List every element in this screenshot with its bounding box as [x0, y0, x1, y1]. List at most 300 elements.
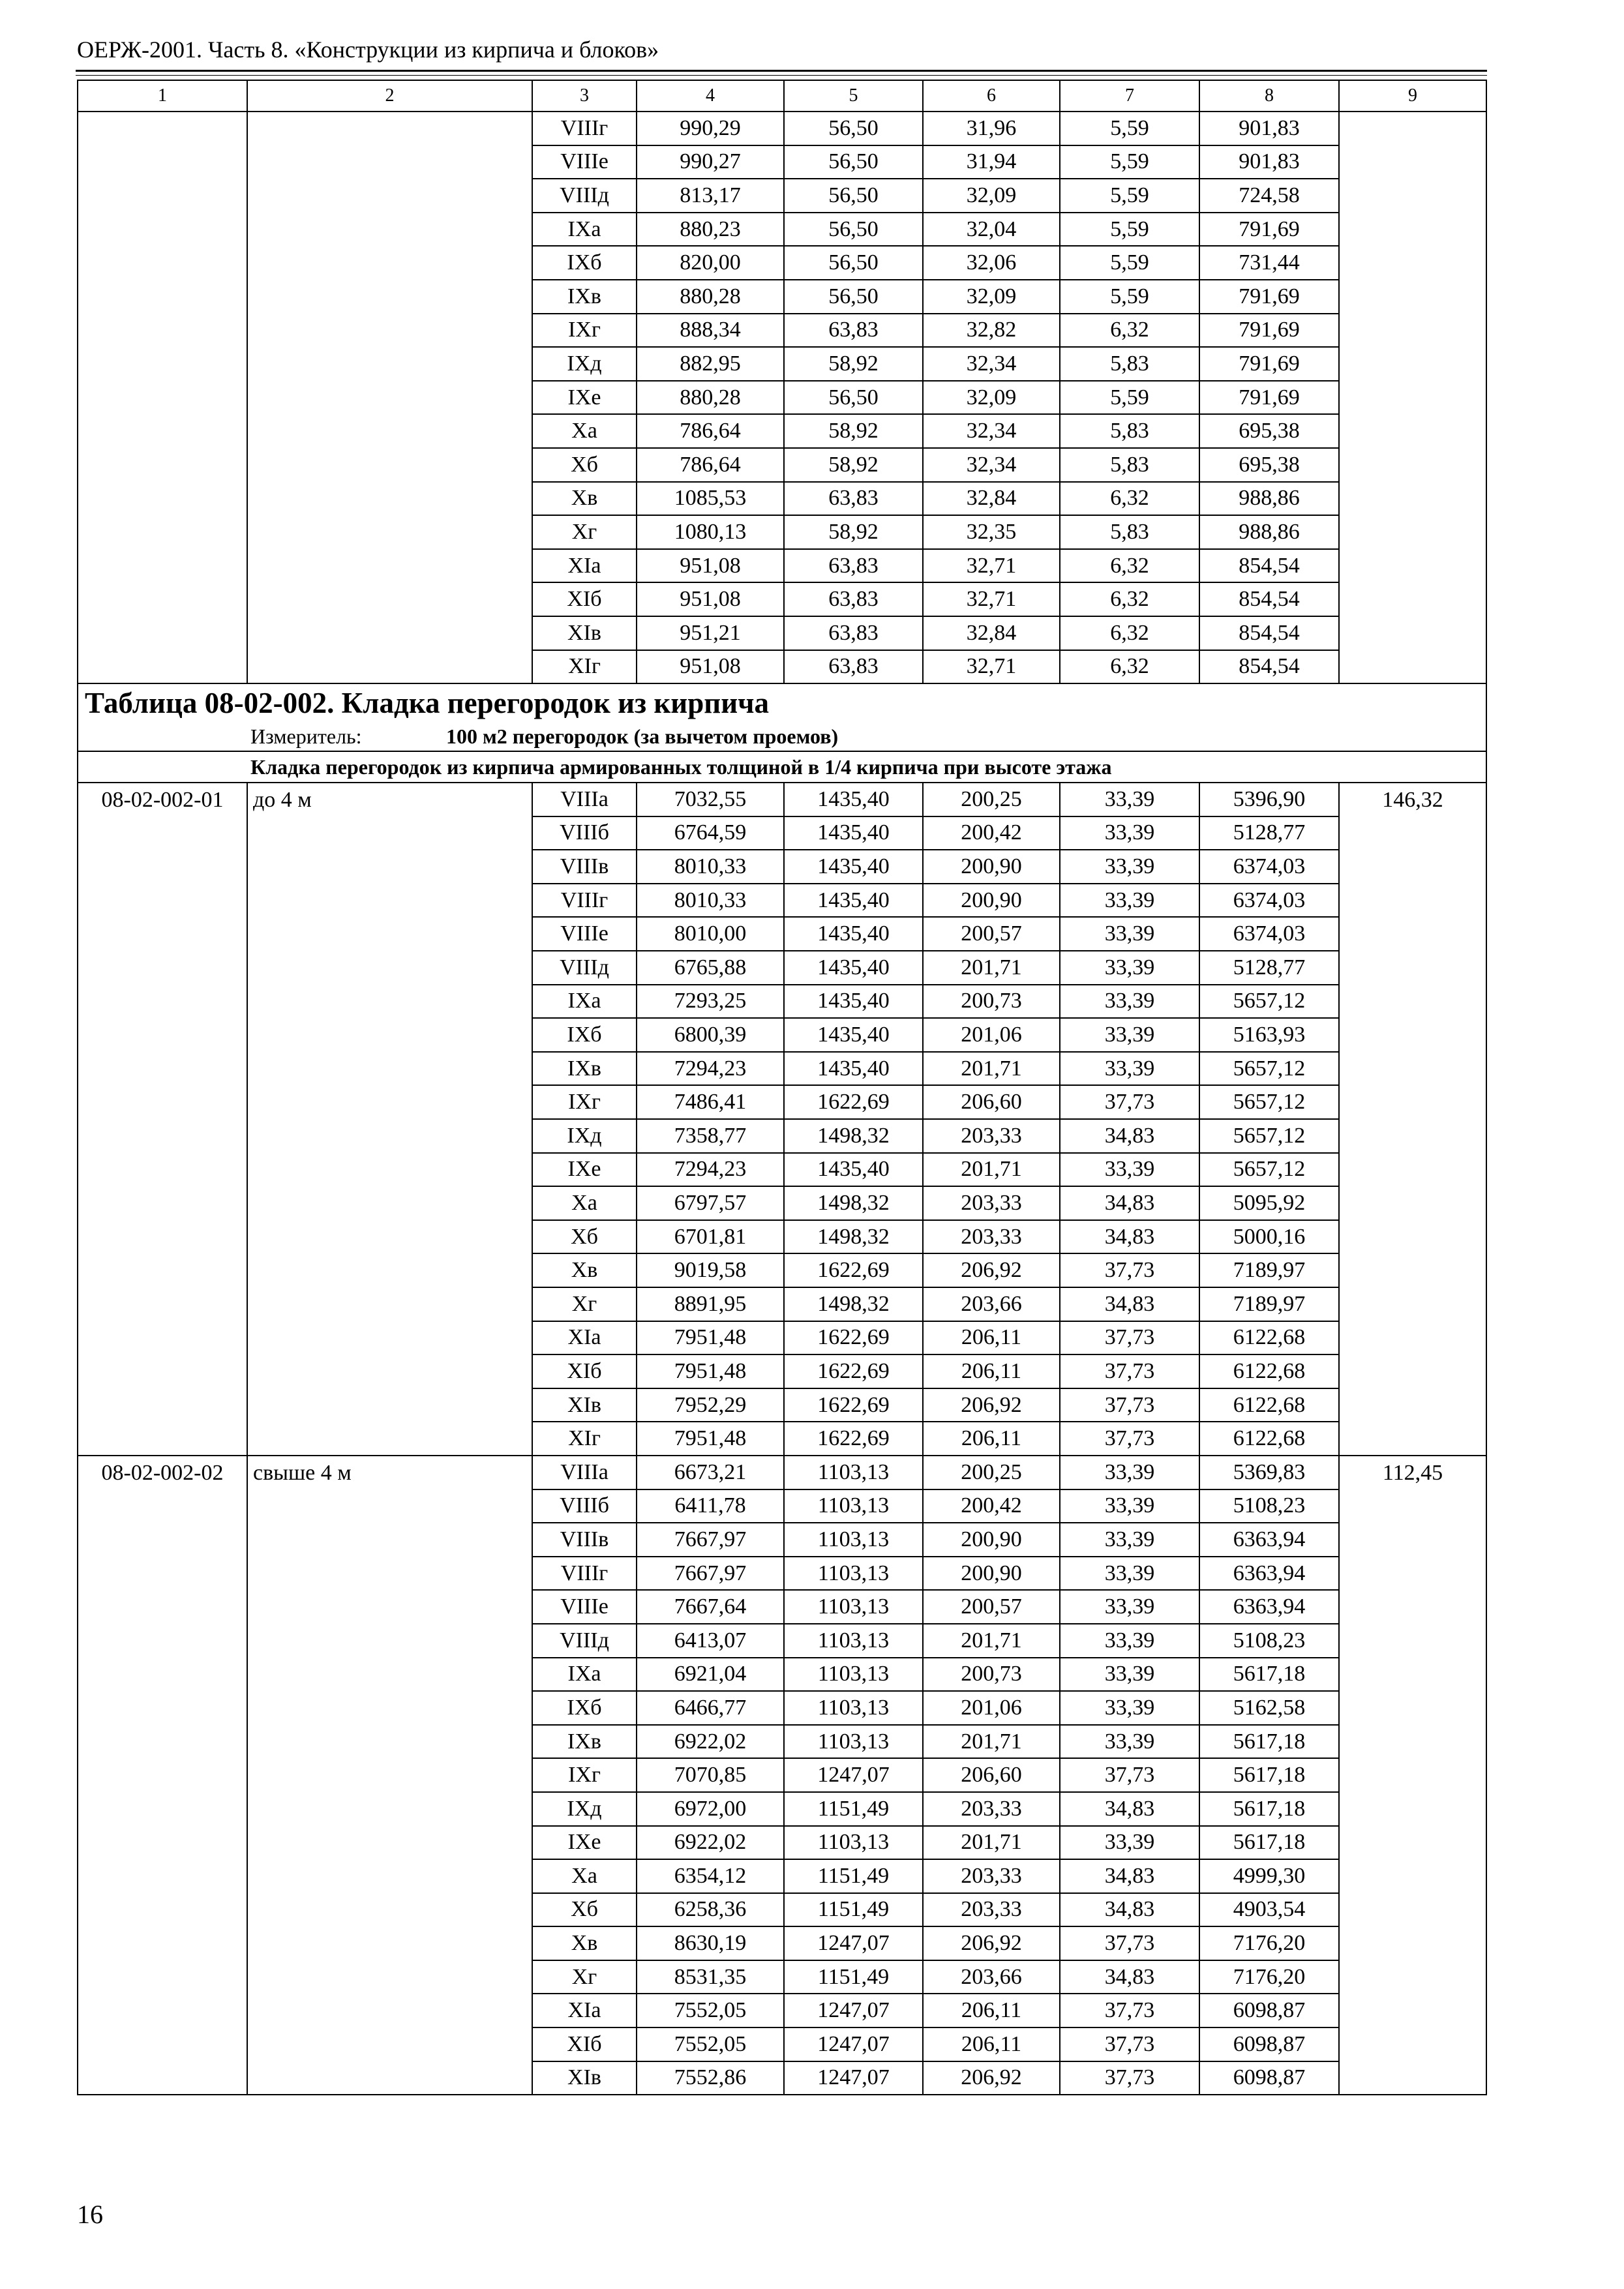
rate-value: 56,50 — [784, 213, 923, 247]
rate-value: 5657,12 — [1199, 985, 1339, 1019]
rate-value: 5,59 — [1060, 280, 1199, 314]
region-code: VIIIе — [532, 145, 637, 179]
rate-value: 206,11 — [923, 1422, 1060, 1456]
rate-value: 63,83 — [784, 616, 923, 650]
column-number: 4 — [637, 80, 784, 112]
rate-value: 34,83 — [1060, 1186, 1199, 1220]
rate-value: 33,39 — [1060, 884, 1199, 918]
rate-value: 5617,18 — [1199, 1792, 1339, 1826]
rate-value: 888,34 — [637, 314, 784, 348]
rate-value: 33,39 — [1060, 783, 1199, 816]
rate-value: 1103,13 — [784, 1691, 923, 1725]
rate-value: 5657,12 — [1199, 1085, 1339, 1119]
rate-value: 1435,40 — [784, 1052, 923, 1086]
rate-value: 791,69 — [1199, 280, 1339, 314]
rate-value: 63,83 — [784, 582, 923, 616]
item-name: до 4 м — [247, 783, 532, 1456]
page-header: ОЕРЖ-2001. Часть 8. «Конструкции из кирпича и блоков» — [77, 37, 659, 63]
region-code: IXб — [532, 246, 637, 280]
rate-value: 6098,87 — [1199, 2061, 1339, 2095]
rate-value: 791,69 — [1199, 314, 1339, 348]
rate-value: 6466,77 — [637, 1691, 784, 1725]
rate-value: 8630,19 — [637, 1926, 784, 1960]
rate-value: 203,33 — [923, 1119, 1060, 1153]
region-code: Xв — [532, 1926, 637, 1960]
region-code: IXв — [532, 1725, 637, 1759]
rate-value: 7032,55 — [637, 783, 784, 816]
rate-value: 7294,23 — [637, 1052, 784, 1086]
rate-value: 990,27 — [637, 145, 784, 179]
rate-value: 5617,18 — [1199, 1658, 1339, 1692]
rate-value: 1103,13 — [784, 1489, 923, 1523]
rate-value: 786,64 — [637, 414, 784, 448]
rate-value: 31,94 — [923, 145, 1060, 179]
region-code: Xг — [532, 1287, 637, 1321]
rate-value: 37,73 — [1060, 1253, 1199, 1287]
rate-value: 32,34 — [923, 448, 1060, 482]
rate-value: 5,59 — [1060, 246, 1199, 280]
rate-value: 58,92 — [784, 414, 923, 448]
rate-value: 33,39 — [1060, 1489, 1199, 1523]
rate-value: 33,39 — [1060, 1658, 1199, 1692]
rate-value: 1435,40 — [784, 1153, 923, 1187]
rate-value: 6374,03 — [1199, 884, 1339, 918]
rate-value: 5128,77 — [1199, 951, 1339, 985]
region-code: IXа — [532, 985, 637, 1019]
rate-value: 6,32 — [1060, 650, 1199, 684]
rate-value: 6972,00 — [637, 1792, 784, 1826]
rate-value: 33,39 — [1060, 917, 1199, 951]
rate-value: 1435,40 — [784, 951, 923, 985]
rate-value: 1151,49 — [784, 1893, 923, 1927]
rate-value: 203,33 — [923, 1893, 1060, 1927]
rate-value: 1435,40 — [784, 783, 923, 816]
region-code: VIIIа — [532, 783, 637, 816]
region-code: VIIIг — [532, 112, 637, 145]
rate-value: 37,73 — [1060, 1758, 1199, 1792]
column-number: 5 — [784, 80, 923, 112]
rate-value: 1498,32 — [784, 1119, 923, 1153]
rate-value: 7293,25 — [637, 985, 784, 1019]
region-code: Xг — [532, 1960, 637, 1994]
rate-value: 1103,13 — [784, 1557, 923, 1591]
rate-value: 37,73 — [1060, 1388, 1199, 1422]
rate-value: 1151,49 — [784, 1859, 923, 1893]
rate-value: 1247,07 — [784, 1758, 923, 1792]
region-code: Xб — [532, 1220, 637, 1254]
region-code: IXд — [532, 1792, 637, 1826]
rate-value: 206,11 — [923, 1994, 1060, 2027]
region-code: VIIIе — [532, 917, 637, 951]
rate-value: 8010,33 — [637, 884, 784, 918]
rate-value: 7552,05 — [637, 1994, 784, 2027]
region-code: Xа — [532, 1186, 637, 1220]
region-code: Xв — [532, 482, 637, 516]
region-code: IXв — [532, 280, 637, 314]
rate-value: 7951,48 — [637, 1422, 784, 1456]
rate-value: 7176,20 — [1199, 1926, 1339, 1960]
rate-value: 200,25 — [923, 1456, 1060, 1489]
rate-value: 988,86 — [1199, 515, 1339, 549]
column-number: 1 — [78, 80, 247, 112]
rate-value: 1622,69 — [784, 1085, 923, 1119]
region-code: IXб — [532, 1691, 637, 1725]
rate-value: 32,34 — [923, 414, 1060, 448]
region-code: IXг — [532, 1085, 637, 1119]
rate-value: 6374,03 — [1199, 850, 1339, 884]
rate-value: 63,83 — [784, 650, 923, 684]
column-number: 3 — [532, 80, 637, 112]
rate-value: 200,42 — [923, 1489, 1060, 1523]
rate-value: 33,39 — [1060, 1826, 1199, 1860]
table-row — [78, 1456, 1486, 1489]
rate-value: 34,83 — [1060, 1220, 1199, 1254]
rate-value: 1622,69 — [784, 1354, 923, 1388]
rate-value: 6922,02 — [637, 1826, 784, 1860]
rate-value: 5,83 — [1060, 414, 1199, 448]
region-code: IXд — [532, 347, 637, 381]
rate-value: 32,09 — [923, 381, 1060, 415]
rate-value: 1080,13 — [637, 515, 784, 549]
rate-value: 5108,23 — [1199, 1489, 1339, 1523]
rate-value: 8891,95 — [637, 1287, 784, 1321]
table-meter — [78, 722, 1486, 751]
item-col9: 146,32 — [1339, 783, 1486, 1456]
rate-value: 33,39 — [1060, 951, 1199, 985]
rate-value: 56,50 — [784, 381, 923, 415]
rate-value: 7951,48 — [637, 1354, 784, 1388]
column-number-row — [78, 80, 1486, 112]
rate-value: 206,92 — [923, 2061, 1060, 2095]
rate-value: 1435,40 — [784, 850, 923, 884]
region-code: Xб — [532, 448, 637, 482]
rate-value: 34,83 — [1060, 1792, 1199, 1826]
meter-value: 100 м2 перегородок (за вычетом проемов) — [446, 725, 839, 749]
region-code: IXе — [532, 1826, 637, 1860]
region-code: Xа — [532, 1859, 637, 1893]
rate-value: 56,50 — [784, 179, 923, 213]
rate-value: 1151,49 — [784, 1960, 923, 1994]
rate-value: 988,86 — [1199, 482, 1339, 516]
region-code: IXд — [532, 1119, 637, 1153]
rate-value: 7552,05 — [637, 2027, 784, 2061]
rate-value: 1103,13 — [784, 1826, 923, 1860]
region-code: VIIIб — [532, 816, 637, 850]
rate-value: 6,32 — [1060, 582, 1199, 616]
rate-value: 5,83 — [1060, 347, 1199, 381]
rate-value: 32,71 — [923, 549, 1060, 583]
rate-value: 37,73 — [1060, 1321, 1199, 1355]
rate-value: 33,39 — [1060, 1052, 1199, 1086]
rate-value: 201,71 — [923, 951, 1060, 985]
rate-value: 1435,40 — [784, 884, 923, 918]
rate-value: 37,73 — [1060, 2027, 1199, 2061]
region-code: VIIIа — [532, 1456, 637, 1489]
rate-value: 7189,97 — [1199, 1287, 1339, 1321]
rate-value: 37,73 — [1060, 1422, 1199, 1456]
rate-value: 203,33 — [923, 1220, 1060, 1254]
table-title-row — [78, 683, 1486, 722]
page-number: 16 — [77, 2200, 103, 2229]
rate-value: 6354,12 — [637, 1859, 784, 1893]
rate-value: 7667,97 — [637, 1523, 784, 1557]
rate-value: 32,84 — [923, 616, 1060, 650]
rate-value: 33,39 — [1060, 1624, 1199, 1658]
rate-value: 201,71 — [923, 1052, 1060, 1086]
rate-value: 1498,32 — [784, 1186, 923, 1220]
rate-value: 201,71 — [923, 1624, 1060, 1658]
rate-value: 58,92 — [784, 448, 923, 482]
table-title: Таблица 08-02-002. Кладка перегородок из кирпича — [78, 683, 1486, 722]
rate-value: 6922,02 — [637, 1725, 784, 1759]
rate-value: 33,39 — [1060, 1523, 1199, 1557]
rate-value: 33,39 — [1060, 1725, 1199, 1759]
rate-value: 6,32 — [1060, 314, 1199, 348]
region-code: VIIIд — [532, 951, 637, 985]
rate-value: 1435,40 — [784, 917, 923, 951]
region-code: XIг — [532, 1422, 637, 1456]
rate-value: 5,59 — [1060, 179, 1199, 213]
rate-value: 854,54 — [1199, 582, 1339, 616]
rate-value: 5,59 — [1060, 145, 1199, 179]
rate-value: 33,39 — [1060, 1691, 1199, 1725]
rate-value: 791,69 — [1199, 347, 1339, 381]
table-subtitle-row — [78, 751, 1486, 783]
rate-value: 791,69 — [1199, 381, 1339, 415]
rate-value: 56,50 — [784, 280, 923, 314]
rate-value: 6098,87 — [1199, 2027, 1339, 2061]
region-code: IXв — [532, 1052, 637, 1086]
rate-value: 854,54 — [1199, 650, 1339, 684]
rate-value: 5162,58 — [1199, 1691, 1339, 1725]
rate-value: 201,06 — [923, 1691, 1060, 1725]
region-code: XIб — [532, 1354, 637, 1388]
rate-value: 6122,68 — [1199, 1422, 1339, 1456]
region-code: XIв — [532, 616, 637, 650]
rate-value: 1622,69 — [784, 1422, 923, 1456]
region-code: XIг — [532, 650, 637, 684]
rate-value: 6098,87 — [1199, 1994, 1339, 2027]
rate-value: 37,73 — [1060, 1926, 1199, 1960]
rate-value: 32,82 — [923, 314, 1060, 348]
region-code: Xб — [532, 1893, 637, 1927]
rate-value: 951,08 — [637, 650, 784, 684]
rate-value: 7189,97 — [1199, 1253, 1339, 1287]
rate-value: 201,71 — [923, 1725, 1060, 1759]
item-code: 08-02-002-01 — [78, 783, 247, 1456]
region-code: VIIIв — [532, 850, 637, 884]
rate-value: 1103,13 — [784, 1590, 923, 1624]
region-code: VIIIв — [532, 1523, 637, 1557]
rate-value: 6374,03 — [1199, 917, 1339, 951]
rate-value: 6363,94 — [1199, 1523, 1339, 1557]
rate-value: 7552,86 — [637, 2061, 784, 2095]
rate-value: 951,08 — [637, 582, 784, 616]
item-code: 08-02-002-02 — [78, 1456, 247, 2095]
table-row — [78, 112, 1486, 145]
rate-value: 34,83 — [1060, 1960, 1199, 1994]
rate-value: 1435,40 — [784, 1018, 923, 1052]
region-code: XIб — [532, 2027, 637, 2061]
rate-value: 1103,13 — [784, 1658, 923, 1692]
region-code: VIIIб — [532, 1489, 637, 1523]
rate-value: 32,71 — [923, 650, 1060, 684]
rate-value: 1498,32 — [784, 1220, 923, 1254]
rate-value: 32,09 — [923, 179, 1060, 213]
rate-value: 56,50 — [784, 246, 923, 280]
rate-value: 7667,97 — [637, 1557, 784, 1591]
rate-value: 5095,92 — [1199, 1186, 1339, 1220]
rate-value: 203,33 — [923, 1792, 1060, 1826]
rate-value: 7486,41 — [637, 1085, 784, 1119]
rate-value: 695,38 — [1199, 414, 1339, 448]
rate-value: 56,50 — [784, 145, 923, 179]
rate-value: 32,84 — [923, 482, 1060, 516]
rate-value: 200,25 — [923, 783, 1060, 816]
rate-value: 37,73 — [1060, 2061, 1199, 2095]
col9-cell-blank — [1339, 112, 1486, 683]
rate-value: 951,21 — [637, 616, 784, 650]
rate-value: 200,57 — [923, 1590, 1060, 1624]
rate-value: 34,83 — [1060, 1119, 1199, 1153]
rate-value: 695,38 — [1199, 448, 1339, 482]
rate-value: 7070,85 — [637, 1758, 784, 1792]
rates-table — [77, 80, 1487, 2095]
region-code: XIа — [532, 549, 637, 583]
rate-value: 9019,58 — [637, 1253, 784, 1287]
rate-value: 880,28 — [637, 280, 784, 314]
rate-value: 206,11 — [923, 1354, 1060, 1388]
region-code: Xв — [532, 1253, 637, 1287]
rate-value: 1247,07 — [784, 2027, 923, 2061]
rate-value: 731,44 — [1199, 246, 1339, 280]
rate-value: 58,92 — [784, 347, 923, 381]
rate-value: 1498,32 — [784, 1287, 923, 1321]
region-code: IXг — [532, 314, 637, 348]
rate-value: 206,92 — [923, 1253, 1060, 1287]
rate-value: 203,66 — [923, 1287, 1060, 1321]
region-code: VIIIг — [532, 1557, 637, 1591]
rate-value: 4999,30 — [1199, 1859, 1339, 1893]
rate-value: 1103,13 — [784, 1523, 923, 1557]
rate-value: 6797,57 — [637, 1186, 784, 1220]
region-code: Xа — [532, 414, 637, 448]
table-row — [78, 783, 1486, 816]
rate-value: 8010,00 — [637, 917, 784, 951]
header-rule-thin — [76, 75, 1487, 76]
rate-value: 32,04 — [923, 213, 1060, 247]
rate-value: 201,06 — [923, 1018, 1060, 1052]
rate-value: 1622,69 — [784, 1388, 923, 1422]
column-number: 9 — [1339, 80, 1486, 112]
rate-value: 206,11 — [923, 2027, 1060, 2061]
region-code: VIIIд — [532, 1624, 637, 1658]
rate-value: 7358,77 — [637, 1119, 784, 1153]
rate-value: 200,90 — [923, 1523, 1060, 1557]
rate-value: 1247,07 — [784, 1994, 923, 2027]
rate-value: 200,42 — [923, 816, 1060, 850]
rate-value: 1103,13 — [784, 1624, 923, 1658]
rate-value: 5657,12 — [1199, 1153, 1339, 1187]
rate-value: 206,11 — [923, 1321, 1060, 1355]
rate-value: 5000,16 — [1199, 1220, 1339, 1254]
rate-value: 8010,33 — [637, 850, 784, 884]
rate-value: 882,95 — [637, 347, 784, 381]
rate-value: 32,06 — [923, 246, 1060, 280]
rate-value: 901,83 — [1199, 145, 1339, 179]
region-code: IXе — [532, 381, 637, 415]
item-name: свыше 4 м — [247, 1456, 532, 2095]
rate-value: 951,08 — [637, 549, 784, 583]
rate-value: 813,17 — [637, 179, 784, 213]
rate-value: 33,39 — [1060, 985, 1199, 1019]
region-code: IXг — [532, 1758, 637, 1792]
rate-value: 6701,81 — [637, 1220, 784, 1254]
region-code: VIIIд — [532, 179, 637, 213]
region-code: IXа — [532, 1658, 637, 1692]
region-code: XIб — [532, 582, 637, 616]
column-number: 2 — [247, 80, 532, 112]
rate-value: 206,92 — [923, 1388, 1060, 1422]
rate-value: 6411,78 — [637, 1489, 784, 1523]
table-subtitle: Кладка перегородок из кирпича армированных толщиной в 1/4 кирпича при высоте этажа — [78, 751, 1486, 783]
rate-value: 8531,35 — [637, 1960, 784, 1994]
rate-value: 6764,59 — [637, 816, 784, 850]
rate-value: 206,60 — [923, 1085, 1060, 1119]
rate-value: 37,73 — [1060, 1994, 1199, 2027]
name-cell-blank — [247, 112, 532, 683]
rate-value: 5,59 — [1060, 381, 1199, 415]
rate-value: 32,35 — [923, 515, 1060, 549]
rate-value: 5617,18 — [1199, 1725, 1339, 1759]
rate-value: 200,57 — [923, 917, 1060, 951]
rate-value: 33,39 — [1060, 816, 1199, 850]
rate-value: 200,90 — [923, 1557, 1060, 1591]
region-code: Xг — [532, 515, 637, 549]
rate-value: 1247,07 — [784, 1926, 923, 1960]
table-meter-row — [78, 722, 1486, 751]
region-code: VIIIе — [532, 1590, 637, 1624]
rate-value: 63,83 — [784, 482, 923, 516]
rate-value: 6,32 — [1060, 482, 1199, 516]
rate-value: 6800,39 — [637, 1018, 784, 1052]
rate-value: 37,73 — [1060, 1354, 1199, 1388]
rate-value: 200,90 — [923, 884, 1060, 918]
rate-value: 33,39 — [1060, 850, 1199, 884]
rate-value: 33,39 — [1060, 1557, 1199, 1591]
rate-value: 7952,29 — [637, 1388, 784, 1422]
rate-value: 200,73 — [923, 985, 1060, 1019]
rate-value: 1151,49 — [784, 1792, 923, 1826]
rate-value: 5,59 — [1060, 112, 1199, 145]
rate-value: 37,73 — [1060, 1085, 1199, 1119]
header-rule — [76, 70, 1487, 72]
column-number: 7 — [1060, 80, 1199, 112]
rate-value: 5617,18 — [1199, 1826, 1339, 1860]
rate-value: 206,60 — [923, 1758, 1060, 1792]
rate-value: 1247,07 — [784, 2061, 923, 2095]
rate-value: 5657,12 — [1199, 1119, 1339, 1153]
rate-value: 5,59 — [1060, 213, 1199, 247]
rate-value: 7176,20 — [1199, 1960, 1339, 1994]
rate-value: 6258,36 — [637, 1893, 784, 1927]
rate-value: 6,32 — [1060, 549, 1199, 583]
rate-value: 34,83 — [1060, 1287, 1199, 1321]
meter-label: Измеритель: — [250, 725, 362, 749]
column-number: 6 — [923, 80, 1060, 112]
region-code: XIв — [532, 2061, 637, 2095]
rate-value: 33,39 — [1060, 1018, 1199, 1052]
